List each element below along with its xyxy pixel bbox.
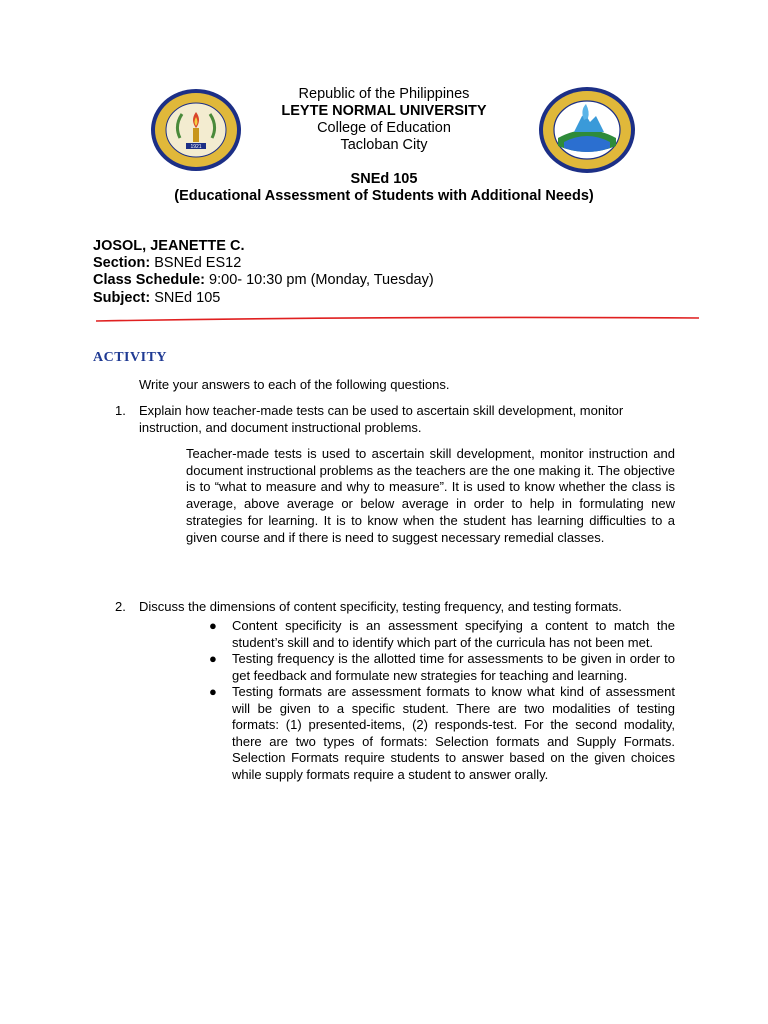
question-text-line: Explain how teacher-made tests can be used to ascertain skill development, monitor [139, 403, 624, 418]
subject-value: SNEd 105 [150, 289, 221, 306]
republic-line: Republic of the Philippines [298, 86, 470, 102]
subject-label: Subject: [93, 289, 151, 306]
activity-heading: ACTIVITY [93, 350, 168, 365]
bullet-icon: ● [209, 684, 217, 699]
schedule-line [93, 272, 434, 289]
red-divider [96, 315, 700, 323]
section-label: Section: [93, 255, 151, 272]
bullet-text: Testing formats are assessment formats to know what kind of assessment will be given to a specific student. There are two modalities of testing formats: (1) presented-items, (2) responds-test. For the second modality, there are two types of formats: Selection formats and Supply Formats. Selection Formats require students to answer based on the given choices while supply formats require a student to answer orally. [232, 684, 675, 782]
bullet-text: Content specificity is an assessment specifying a content to match the student’s skill and to identify which part of the curricula has not been met. [232, 618, 675, 650]
question-text: Discuss the dimensions of content specificity, testing frequency, and testing formats. [139, 599, 622, 614]
question-number: 2. [115, 599, 126, 614]
institution-header [0, 86, 768, 154]
question-text-line: instruction, and document instructional problems. [139, 419, 422, 435]
course-code: SNEd 105 [350, 171, 418, 187]
subject-line [93, 290, 434, 307]
question-number: 1. [115, 403, 126, 418]
list-item [209, 684, 675, 783]
svg-text:1921: 1921 [190, 144, 202, 150]
student-name: JOSOL, JEANETTE C. [93, 238, 245, 254]
city-name: Tacloban City [340, 137, 428, 153]
schedule-label: Class Schedule: [93, 272, 206, 289]
schedule-value: 9:00- 10:30 pm (Monday, Tuesday) [205, 272, 434, 289]
activity-instruction: Write your answers to each of the following questions. [139, 377, 450, 392]
university-name: LEYTE NORMAL UNIVERSITY [281, 103, 487, 119]
question-text [139, 403, 623, 436]
course-title: (Educational Assessment of Students with Additional Needs) [174, 188, 594, 204]
answer-2-bullets [209, 618, 675, 783]
course-header [0, 171, 768, 205]
bullet-icon: ● [209, 618, 217, 633]
college-name: College of Education [317, 120, 451, 136]
bullet-icon: ● [209, 651, 217, 666]
section-line [93, 255, 434, 272]
answer-1: Teacher-made tests is used to ascertain skill development, monitor instruction and document instructional problems as the teachers are the one making it. The objective is to “what to measure and why to measure”. It is used to know whether the class is average, above average or below average in order to help in formulating new strategies for learning. It is to know when the student has learning difficulties to a given course and if there is need to suggest necessary remedial classes. [186, 446, 675, 545]
section-value: BSNEd ES12 [150, 255, 242, 272]
student-info [93, 238, 434, 307]
bullet-text: Testing frequency is the allotted time for assessments to be given in order to get feedback and formulate new strategies for teaching and learning. [232, 651, 675, 683]
list-item [209, 618, 675, 651]
list-item [209, 651, 675, 684]
